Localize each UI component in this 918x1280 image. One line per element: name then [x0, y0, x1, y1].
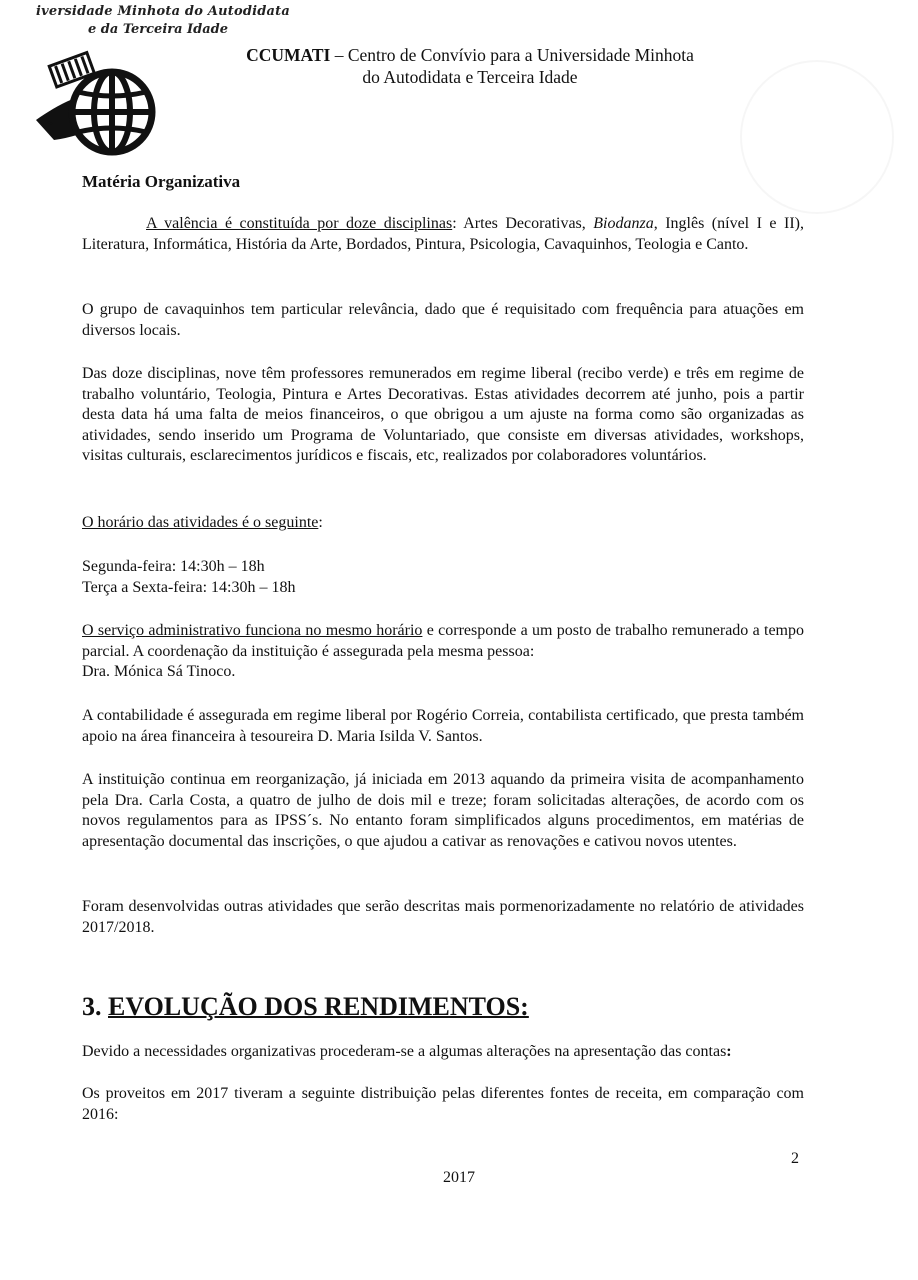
institution-header	[190, 44, 750, 88]
paragraph-other-activities: Foram desenvolvidas outras atividades que serão descritas mais pormenorizadamente no relatório de atividades 2017/2018.	[82, 898, 804, 936]
institution-name-line2: do Autodidata e Terceira Idade	[362, 67, 578, 87]
institution-acronym: CCUMATI	[246, 45, 331, 65]
paragraph-organizational-changes	[82, 1042, 804, 1063]
schedule-intro-text: O horário das atividades é o seguinte	[82, 514, 319, 531]
paragraph-reorganization: A instituição continua em reorganização, já iniciada em 2013 aquando da primeira visita de acompanhamento pela Dra. Carla Costa, a quatro de julho de dois mil e treze; foram solicitadas alterações, de acordo com os novos regulamentos para as IPSS´s. No entanto foram simplificados alguns procedimentos, em matérias de apresentação documental das inscrições, o que ajudou a cativar as renovações e cativou novos utentes.	[82, 771, 804, 850]
footer-year: 2017	[443, 1169, 475, 1186]
disciplines-list-part2: , Inglês (nível I e II), Literatura, Informática, História da Arte, Bordados, Pintura, Psicologia, Cavaquinhos, Teologia e Canto.	[82, 215, 805, 253]
logo-text-line2: e da Terceira Idade	[88, 22, 229, 37]
paragraph-teachers: Das doze disciplinas, nove têm professores remunerados em regime liberal (recibo verde) e três em regime de trabalho voluntário, Teologia, Pintura e Artes Decorativas. Estas atividades decorrem até junho, pois a partir desta data há uma falta de meios financeiros, o que obrigou a um ajuste na forma como são organizadas as atividades, sendo inserido um Programa de Voluntariado, que consiste em diversas atividades, workshops, visitas culturais, esclarecimentos jurídicos e fiscais, etc, realizados por colaboradores voluntários.	[82, 365, 804, 465]
coordinator-name: Dra. Mónica Sá Tinoco.	[82, 663, 236, 681]
schedule-monday: Segunda-feira: 14:30h – 18h	[82, 558, 265, 575]
institution-name-line1: – Centro de Convívio para a Universidade Minhota	[330, 45, 694, 65]
disciplines-italic: Biodanza	[593, 215, 654, 232]
section-heading-number: 3.	[82, 992, 108, 1021]
paragraph-disciplines	[82, 214, 804, 255]
admin-service-underlined: O serviço administrativo funciona no mesmo horário	[82, 622, 423, 639]
section-title: Matéria Organizativa	[82, 172, 241, 191]
admin-service-rest: e corresponde a um posto de trabalho remunerado a tempo parcial. A coordenação da instituição é assegurada pela mesma pessoa:	[82, 622, 804, 660]
page-number: 2	[791, 1150, 799, 1167]
disciplines-list-part1: : Artes Decorativas,	[452, 215, 594, 232]
globe-logo-icon	[34, 40, 164, 170]
organizational-changes-text: Devido a necessidades organizativas procederam-se a algumas alterações na apresentação das contas	[82, 1043, 727, 1060]
disciplines-intro: A valência é constituída por doze disciplinas	[146, 215, 453, 232]
paragraph-income-distribution: Os proveitos em 2017 tiveram a seguinte distribuição pelas diferentes fontes de receita, em comparação com 2016:	[82, 1085, 804, 1123]
paragraph-cavaquinhos: O grupo de cavaquinhos tem particular relevância, dado que é requisitado com frequência para atuações em diversos locais.	[82, 301, 804, 339]
section-heading	[82, 992, 529, 1022]
schedule-intro	[82, 513, 804, 534]
paragraph-admin-service	[82, 621, 804, 683]
paragraph-accounting: A contabilidade é assegurada em regime liberal por Rogério Correia, contabilista certificado, que presta também apoio na área financeira à tesoureira D. Maria Isilda V. Santos.	[82, 707, 804, 745]
logo-text-line1: iversidade Minhota do Autodidata	[36, 4, 290, 19]
section-heading-title: EVOLUÇÃO DOS RENDIMENTOS:	[108, 992, 529, 1021]
schedule-tuesday-friday: Terça a Sexta-feira: 14:30h – 18h	[82, 579, 296, 596]
organizational-changes-colon: :	[726, 1043, 732, 1060]
schedule-intro-colon: :	[318, 514, 323, 531]
